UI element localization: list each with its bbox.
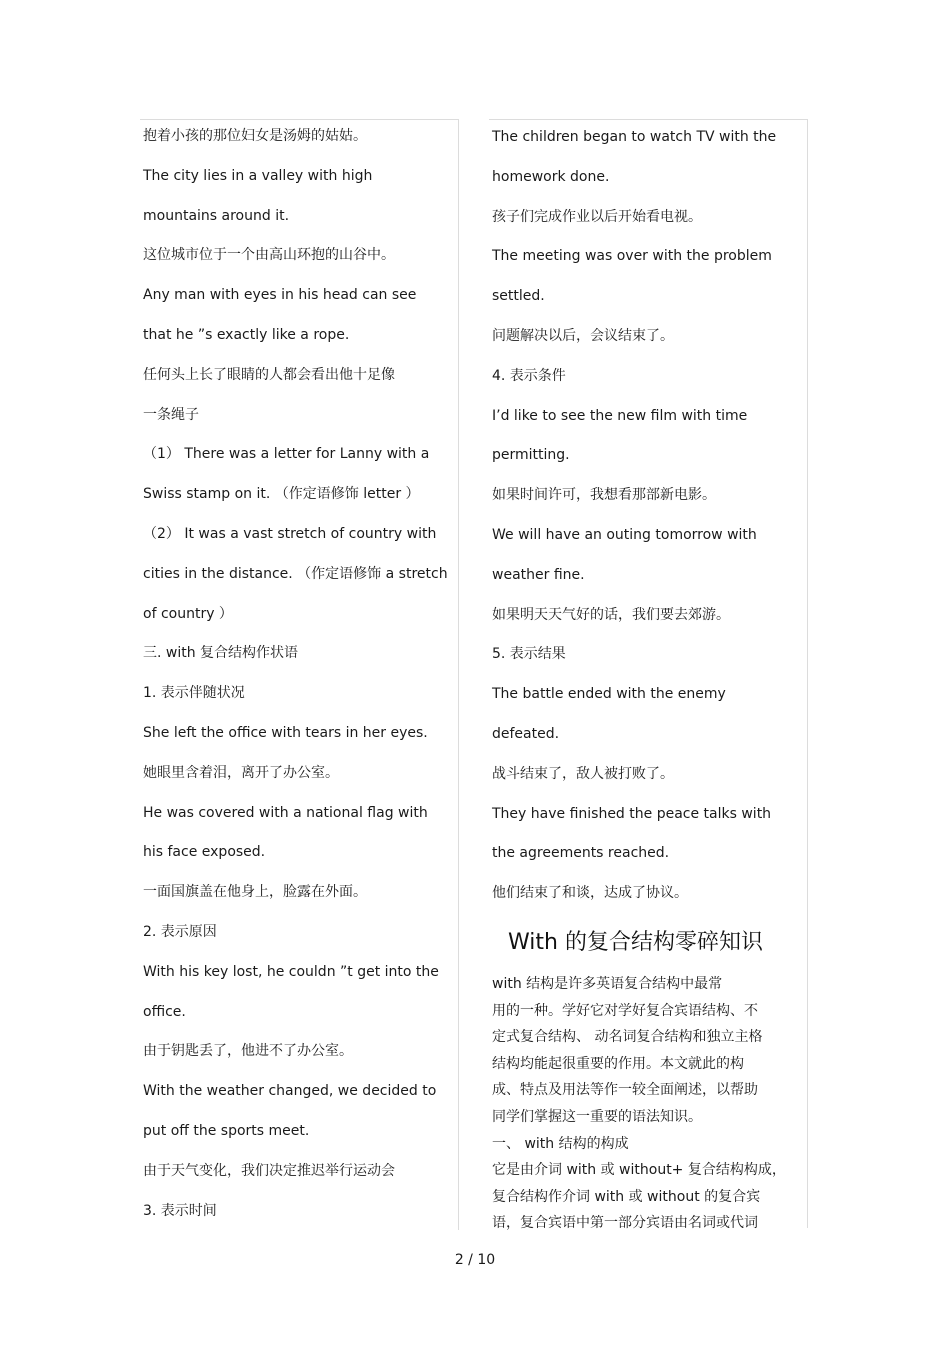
left-column-line: 她眼里含着泪，离开了办公室。 <box>143 764 339 781</box>
right-column-line: 他们结束了和谈，达成了协议。 <box>492 885 688 902</box>
intro-line: 复合结构作介词 with 或 without 的复合宾 <box>492 1188 761 1205</box>
intro-line: 用的一种。学好它对学好复合宾语结构、不 <box>492 1002 758 1019</box>
left-column-line: mountains around it. <box>143 207 290 224</box>
left-column-line: cities in the distance. （作定语修饰 a stretch <box>143 565 448 582</box>
right-column-line: 如果明天天气好的话，我们要去郊游。 <box>492 606 730 623</box>
right-column-line: They have finished the peace talks with <box>492 805 772 822</box>
right-column-line: The battle ended with the enemy <box>492 686 726 703</box>
left-column-line: （2） It was a vast stretch of country with <box>143 526 437 542</box>
intro-paragraph <box>492 971 804 1237</box>
left-column-line: put off the sports meet. <box>143 1123 310 1139</box>
left-column-line: 三. with 复合结构作状语 <box>143 645 299 662</box>
intro-line: 语，复合宾语中第一部分宾语由名词或代词 <box>492 1215 758 1232</box>
intro-line: 定式复合结构、 动名词复合结构和独立主格 <box>492 1029 763 1046</box>
right-column-line: The meeting was over with the problem <box>492 248 772 265</box>
right-column-line: the agreements reached. <box>492 845 670 862</box>
right-column-line: homework done. <box>492 168 610 185</box>
left-column-line: With his key lost, he couldn ”t get into the <box>143 963 439 980</box>
right-column-line: 5. 表示结果 <box>492 646 566 663</box>
left-column <box>140 119 459 1230</box>
left-column-line: He was covered with a national flag with <box>143 804 428 821</box>
right-column-line: permitting. <box>492 447 570 464</box>
right-column-line: 问题解决以后，会议结束了。 <box>492 328 674 344</box>
left-column-line: 2. 表示原因 <box>143 924 217 940</box>
section-title: With 的复合结构零碎知识 <box>508 930 763 955</box>
left-column-line: 任何头上长了眼睛的人都会看出他十足像 <box>143 366 395 383</box>
left-column-line: 1. 表示伴随状况 <box>143 685 245 702</box>
right-column-line: I’d like to see the new film with time <box>492 407 748 424</box>
right-column-line: weather fine. <box>492 566 585 583</box>
right-column <box>489 119 808 1232</box>
right-column-line: 孩子们完成作业以后开始看电视。 <box>492 208 702 225</box>
left-column-line: 3. 表示时间 <box>143 1202 217 1219</box>
right-column-line: We will have an outing tomorrow with <box>492 527 757 543</box>
right-column-line: 4. 表示条件 <box>492 367 566 384</box>
intro-line: 同学们掌握这一重要的语法知识。 <box>492 1108 702 1125</box>
right-column-line: The children began to watch TV with the <box>492 129 777 145</box>
left-column-line: 由于天气变化，我们决定推迟举行运动会 <box>143 1162 395 1179</box>
left-column-line: Any man with eyes in his head can see <box>143 287 417 304</box>
left-column-line: With the weather changed, we decided to <box>143 1083 437 1100</box>
left-column-line: of country ） <box>143 605 233 622</box>
left-column-line: The city lies in a valley with high <box>143 167 373 184</box>
intro-line: 成、特点及用法等作一较全面阐述，以帮助 <box>492 1082 758 1099</box>
right-column-line: 战斗结束了，敌人被打败了。 <box>492 765 674 782</box>
left-column-line: 由于钥匙丢了，他进不了办公室。 <box>143 1043 353 1060</box>
right-column-line: settled. <box>492 288 545 305</box>
left-column-line: 一条绳子 <box>143 406 199 423</box>
intro-line: with 结构是许多英语复合结构中最常 <box>492 976 723 992</box>
left-column-line: （1） There was a letter for Lanny with a <box>143 446 430 463</box>
intro-line: 它是由介词 with 或 without+ 复合结构构成， <box>492 1162 786 1179</box>
left-column-line: his face exposed. <box>143 844 266 861</box>
right-column-line: 如果时间许可，我想看那部新电影。 <box>492 487 716 504</box>
left-column-line: 一面国旗盖在他身上，脸露在外面。 <box>143 884 367 901</box>
intro-line: 结构均能起很重要的作用。本文就此的构 <box>492 1055 744 1072</box>
right-column-line: defeated. <box>492 726 560 742</box>
left-column-line: She left the office with tears in her eyes. <box>143 725 428 741</box>
left-column-line: Swiss stamp on it. （作定语修饰 letter ） <box>143 486 420 503</box>
page-number: 2 / 10 <box>454 1252 496 1268</box>
left-column-line: that he ”s exactly like a rope. <box>143 327 350 343</box>
left-column-line: office. <box>143 1003 186 1020</box>
intro-line: 一、 with 结构的构成 <box>492 1135 629 1152</box>
left-column-line: 这位城市位于一个由高山环抱的山谷中。 <box>143 247 395 264</box>
left-column-line: 抱着小孩的那位妇女是汤姆的姑姑。 <box>143 128 367 144</box>
